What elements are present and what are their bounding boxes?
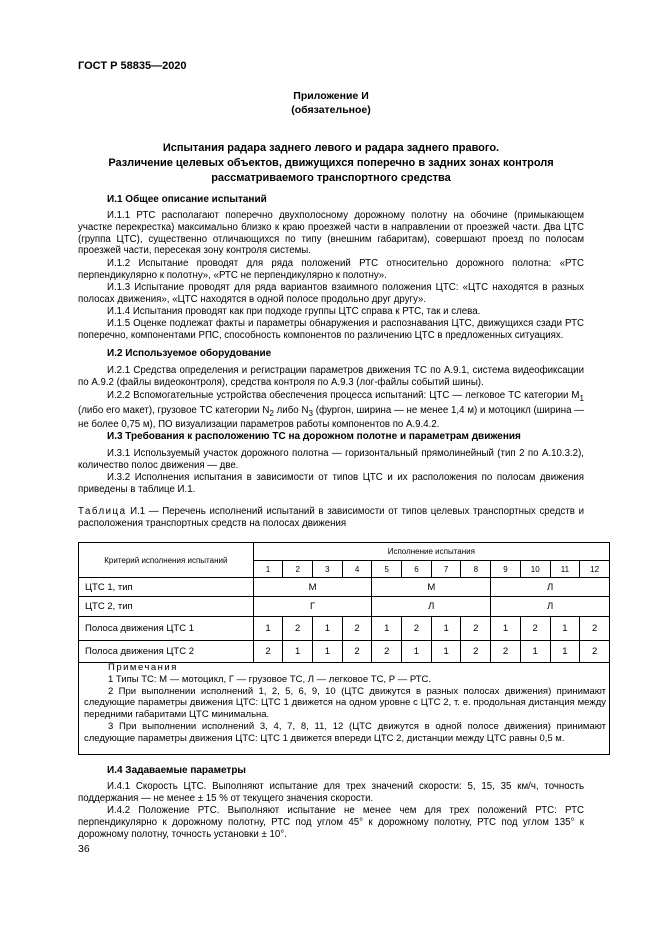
column-number: 9 <box>491 561 521 578</box>
table-cell: 2 <box>580 617 610 641</box>
table-cell: 2 <box>372 641 402 663</box>
section-heading-2: И.2 Используемое оборудование <box>107 348 272 359</box>
paragraph-3-1: И.3.1 Используемый участок дорожного полотна — горизонтальный прямолинейный (тип 2 по А.10.3.2), количество полос движения — две. <box>78 448 584 471</box>
document-code: ГОСТ Р 58835—2020 <box>78 60 187 72</box>
table-cell: 2 <box>342 617 372 641</box>
row-label: ЦТС 2, тип <box>79 597 254 617</box>
table-row <box>79 641 610 663</box>
column-number: 12 <box>580 561 610 578</box>
table-cell: 1 <box>253 617 283 641</box>
section-heading-3: И.3 Требования к расположению ТС на дорожном полотне и параметрам движения <box>107 431 521 442</box>
table-cell: 1 <box>313 617 343 641</box>
table-cell: 2 <box>342 641 372 663</box>
table-cell: 1 <box>313 641 343 663</box>
paragraph-1-2: И.1.2 Испытание проводят для ряда положений РТС относительно дорожного полотна: «РТС перпендикулярно к полотну», «РТС не перпендикулярно к полотну». <box>78 258 584 281</box>
table-cell: 1 <box>550 617 580 641</box>
table-cell: 2 <box>283 617 313 641</box>
table-cell: 2 <box>580 641 610 663</box>
table-cell: 2 <box>402 617 432 641</box>
note-3: 3 При выполнении исполнений 3, 4, 7, 8, 11, 12 (ЦТС движутся в одной полосе движения) принимают следующие параметры движения ЦТС: ЦТС 1 движется впереди ЦТС 2, дистанции между ЦТС равны 0,5 м. <box>84 720 606 744</box>
table-caption: Таблица И.1 — Перечень исполнений испытаний в зависимости от типов целевых транспортных средств и расположения транспортных средств на полосах движения <box>78 506 584 529</box>
note-1: 1 Типы ТС: М — мотоцикл, Г — грузовое ТС, Л — легковое ТС, Р — РТС. <box>108 673 432 685</box>
table-cell: 2 <box>461 617 491 641</box>
table-cell: 2 <box>520 617 550 641</box>
column-number: 3 <box>313 561 343 578</box>
paragraph-2-1: И.2.1 Средства определения и регистрации параметров движения ТС по А.9.1, система видеофиксации по А.9.2 (файлы видеоконтроля), средства контроля по А.9.3 (лог-файлы событий шины). <box>78 365 584 388</box>
table-cell: 1 <box>402 641 432 663</box>
table-cell: 2 <box>461 641 491 663</box>
paragraph-1-5: И.1.5 Оценке подлежат факты и параметры обнаружения и распознавания ЦТС, движущихся сзади РТС поперечно, компонентами РПС, способность компонентов по различению ЦТС в предложенных ситуациях. <box>78 318 584 341</box>
table-cell: 1 <box>520 641 550 663</box>
appendix-name: Приложение И <box>293 90 369 102</box>
table-row <box>79 578 610 597</box>
section-heading-1: И.1 Общее описание испытаний <box>107 194 267 205</box>
row-label: Полоса движения ЦТС 2 <box>79 641 254 663</box>
paragraph-1-1: И.1.1 РТС располагают поперечно двухполосному дорожному полотну на обочине (примыкающем участке перекрестка) максимально близко к краю проезжей части в направлении от проезжей части. Два ЦТС (группа ЦТС), существенно отличающихся по типу (внешним габаритам), совершают проезд по полосам проезжей части, пересекая зону контроля системы. <box>78 210 584 257</box>
paragraph-2-2: И.2.2 Вспомогательные устройства обеспечения процесса испытаний: ЦТС — легковое ТС категории $M_1$ (либо его макет), грузовое ТС категории $N_2$ либо $N_3$ (фургон, ширина — не менее 1,4 м) и мотоцикл (ширина — не более 0,75 м), ПО визуализации параметров работы компонентов по А.9.4.2. <box>78 390 584 431</box>
column-number: 2 <box>283 561 313 578</box>
table-cell: М <box>372 578 491 597</box>
row-label: Полоса движения ЦТС 1 <box>79 617 254 641</box>
column-number: 6 <box>402 561 432 578</box>
notes-heading: Примечания <box>108 662 178 673</box>
table-cell: 1 <box>491 617 521 641</box>
appendix-status: (обязательное) <box>291 104 371 116</box>
appendix-title-line-3: рассматриваемого транспортного средства <box>211 172 451 184</box>
column-number: 7 <box>431 561 461 578</box>
column-number: 8 <box>461 561 491 578</box>
table-cell: 1 <box>431 641 461 663</box>
row-label: ЦТС 1, тип <box>79 578 254 597</box>
table-cell: 2 <box>491 641 521 663</box>
table-cell: Г <box>253 597 372 617</box>
table-cell: Л <box>491 578 610 597</box>
table-row <box>79 597 610 617</box>
table-row <box>79 617 610 641</box>
table-cell: 1 <box>372 617 402 641</box>
column-number: 5 <box>372 561 402 578</box>
appendix-title-line-2: Различение целевых объектов, движущихся поперечно в задних зонах контроля <box>108 157 554 169</box>
paragraph-4-1: И.4.1 Скорость ЦТС. Выполняют испытание для трех значений скорости: 5, 15, 35 км/ч, точность поддержания — не менее ± 15 % от текущего значения скорости. <box>78 781 584 804</box>
paragraph-1-4: И.1.4 Испытания проводят как при подходе группы ЦТС справа к РТС, так и слева. <box>107 306 481 317</box>
column-number: 11 <box>550 561 580 578</box>
table-cell: 1 <box>431 617 461 641</box>
table-cell: 1 <box>283 641 313 663</box>
column-number: 1 <box>253 561 283 578</box>
criterion-header: Критерий исполнения испытаний <box>79 543 254 578</box>
note-2: 2 При выполнении исполнений 1, 2, 5, 6, 9, 10 (ЦТС движутся в разных полосах движения) принимают следующие параметры движения ЦТС: ЦТС 1 движется на одном уровне с ЦТС 2, т. е. продольная дистанция между передними габаритами ЦТС минимальна. <box>84 685 606 721</box>
table-notes <box>84 662 606 745</box>
page-number: 36 <box>78 843 90 855</box>
table-cell: 1 <box>550 641 580 663</box>
section-heading-4: И.4 Задаваемые параметры <box>107 765 246 776</box>
table-cell: М <box>253 578 372 597</box>
column-number: 10 <box>520 561 550 578</box>
table-cell: 2 <box>253 641 283 663</box>
table-cell: Л <box>491 597 610 617</box>
column-number: 4 <box>342 561 372 578</box>
paragraph-3-2: И.3.2 Исполнения испытания в зависимости от типов ЦТС и их расположения по полосам движения приведены в таблице И.1. <box>78 472 584 495</box>
execution-header: Исполнение испытания <box>253 543 609 561</box>
table-cell: Л <box>372 597 491 617</box>
appendix-title-line-1: Испытания радара заднего левого и радара заднего правого. <box>162 142 500 154</box>
paragraph-4-2: И.4.2 Положение РТС. Выполняют испытание не менее чем для трех положений РТС: РТС перпендикулярно к дорожному полотну, РТС под углом 45° к дорожному полотну, РТС под углом 135° к дорожному полотну, точность установки ± 10°. <box>78 805 584 840</box>
appendix-title <box>78 141 584 186</box>
paragraph-1-3: И.1.3 Испытание проводят для ряда вариантов взаимного положения ЦТС: «ЦТС находятся в разных полосах движения», «ЦТС находятся в одной полосе продольно друг другу». <box>78 282 584 305</box>
